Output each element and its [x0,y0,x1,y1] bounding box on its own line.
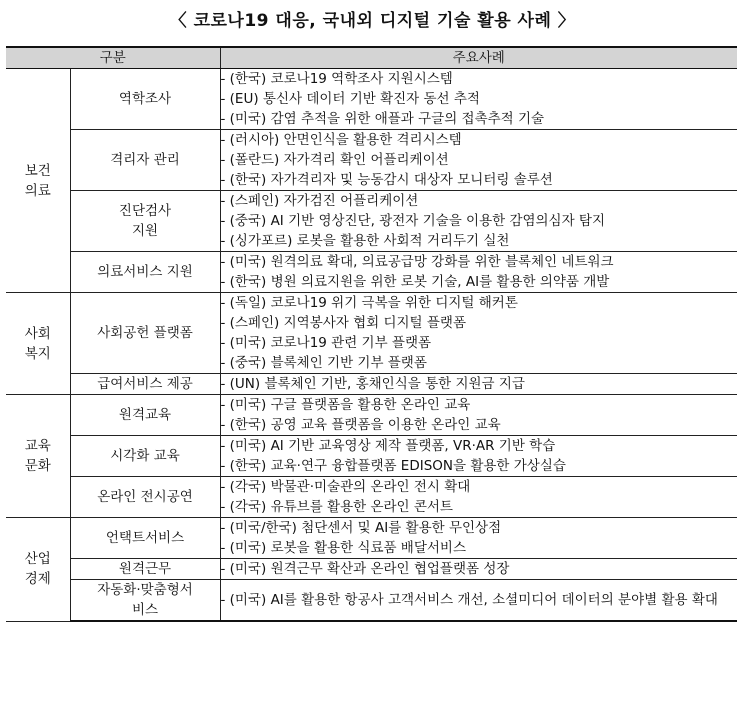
case-example-item: - (한국) 병원 의료지원을 위한 로봇 기술, AI를 활용한 의약품 개발 [220,274,610,290]
table-row [6,374,737,395]
category-label: 사회 복지 [24,325,51,362]
case-example-item: - (미국) 감염 추적을 위한 애플과 구글의 접촉추적 기술 [220,111,545,127]
subcategory-label: 원격근무 [118,561,172,577]
table-row [6,559,737,580]
case-examples-cell [220,395,737,436]
subcategory-label: 급여서비스 제공 [97,376,193,392]
case-example-item: - (한국) 공영 교육 플랫폼을 이용한 온라인 교육 [220,417,501,433]
table-row [6,293,737,374]
table-row [6,191,737,252]
table-row [6,580,737,622]
category-label: 산업 경제 [24,551,51,588]
case-examples-cell [220,252,737,293]
case-example-item: - (EU) 통신사 데이터 기반 확진자 동선 추적 [220,91,480,107]
category-cell [6,518,70,622]
case-example-item: - (미국) 코로나19 관련 기부 플랫폼 [220,335,432,351]
case-examples-cell [220,559,737,580]
case-example-item: - (미국/한국) 첨단센서 및 AI를 활용한 무인상점 [220,520,502,536]
case-example-item: - (미국) AI를 활용한 항공사 고객서비스 개선, 소셜미디어 데이터의 분야별 활용 확대 [220,592,718,608]
subcategory-label: 언택트서비스 [105,530,185,546]
table-body [6,69,737,622]
case-example-item: - (스페인) 자가검진 어플리케이션 [220,193,419,209]
category-cell [6,293,70,395]
case-example-item: - (중국) 블록체인 기반 기부 플랫폼 [220,355,427,371]
subcategory-label: 온라인 전시공연 [97,489,193,505]
case-example-item: - (독일) 코로나19 위기 극복을 위한 디지털 해커톤 [220,295,518,311]
case-examples-cell [220,130,737,191]
subcategory-label: 역학조사 [118,91,172,107]
subcategory-cell [70,130,220,191]
table-row [6,130,737,191]
subcategory-cell [70,580,220,622]
case-example-item: - (러시아) 안면인식을 활용한 격리시스템 [220,132,462,148]
subcategory-cell [70,518,220,559]
category-label: 보건 의료 [24,162,51,199]
subcategory-cell [70,191,220,252]
case-example-item: - (미국) 원격근무 확산과 온라인 협업플랫폼 성장 [220,561,510,577]
table-row [6,436,737,477]
category-label: 교육 문화 [24,438,51,474]
case-example-item: - (미국) AI 기반 교육영상 제작 플랫폼, VR·AR 기반 학습 [220,438,556,454]
subcategory-cell [70,436,220,477]
case-example-item: - (한국) 자가격리자 및 능동감시 대상자 모니터링 솔루션 [220,172,553,188]
case-examples-cell [220,191,737,252]
case-examples-cell [220,374,737,395]
case-examples-cell [220,518,737,559]
subcategory-cell [70,69,220,130]
table-row [6,395,737,436]
case-examples-cell [220,580,737,622]
digital-tech-cases-table [6,46,737,622]
case-examples-cell [220,477,737,518]
subcategory-label: 격리자 관리 [110,152,180,168]
subcategory-label: 원격교육 [118,407,172,423]
case-example-item: - (한국) 교육·연구 융합플랫폼 EDISON을 활용한 가상실습 [220,458,566,474]
case-examples-cell [220,436,737,477]
case-example-item: - (폴란드) 자가격리 확인 어플리케이션 [220,152,449,168]
subcategory-label: 시각화 교육 [110,448,180,464]
case-example-item: - (UN) 블록체인 기반, 홍채인식을 통한 지원금 지급 [220,376,525,392]
table-row [6,477,737,518]
case-example-item: - (스페인) 지역봉사자 협회 디지털 플랫폼 [220,315,467,331]
subcategory-label: 의료서비스 지원 [97,264,193,280]
case-example-item: - (한국) 코로나19 역학조사 지원시스템 [220,71,453,87]
table-row [6,518,737,559]
subcategory-label: 자동화·맞춤형서 비스 [97,582,193,618]
document-title: 〈 코로나19 대응, 국내외 디지털 기술 활용 사례 〉 [169,11,576,31]
subcategory-label: 사회공헌 플랫폼 [97,325,193,341]
case-example-item: - (미국) 원격의료 확대, 의료공급망 강화를 위한 블록체인 네트워크 [220,254,614,270]
subcategory-cell [70,374,220,395]
header-category: 구분 [6,47,220,69]
case-example-item: - (미국) 구글 플랫폼을 활용한 온라인 교육 [220,397,471,413]
case-example-item: - (각국) 유튜브를 활용한 온라인 콘서트 [220,499,453,515]
table-row [6,252,737,293]
subcategory-cell [70,395,220,436]
category-cell [6,395,70,518]
case-example-item: - (싱가포르) 로봇을 활용한 사회적 거리두기 실천 [220,233,510,249]
subcategory-cell [70,293,220,374]
subcategory-cell [70,477,220,518]
table-header-row [6,47,737,69]
category-cell [6,69,70,293]
table-row [6,69,737,130]
subcategory-cell [70,252,220,293]
case-example-item: - (각국) 박물관·미술관의 온라인 전시 확대 [220,479,471,495]
subcategory-cell [70,559,220,580]
header-main-cases: 주요사례 [220,47,737,69]
case-example-item: - (미국) 로봇을 활용한 식료품 배달서비스 [220,540,467,556]
case-example-item: - (중국) AI 기반 영상진단, 광전자 기술을 이용한 감염의심자 탐지 [220,213,606,229]
case-examples-cell [220,69,737,130]
subcategory-label: 진단검사 지원 [118,203,172,239]
case-examples-cell [220,293,737,374]
